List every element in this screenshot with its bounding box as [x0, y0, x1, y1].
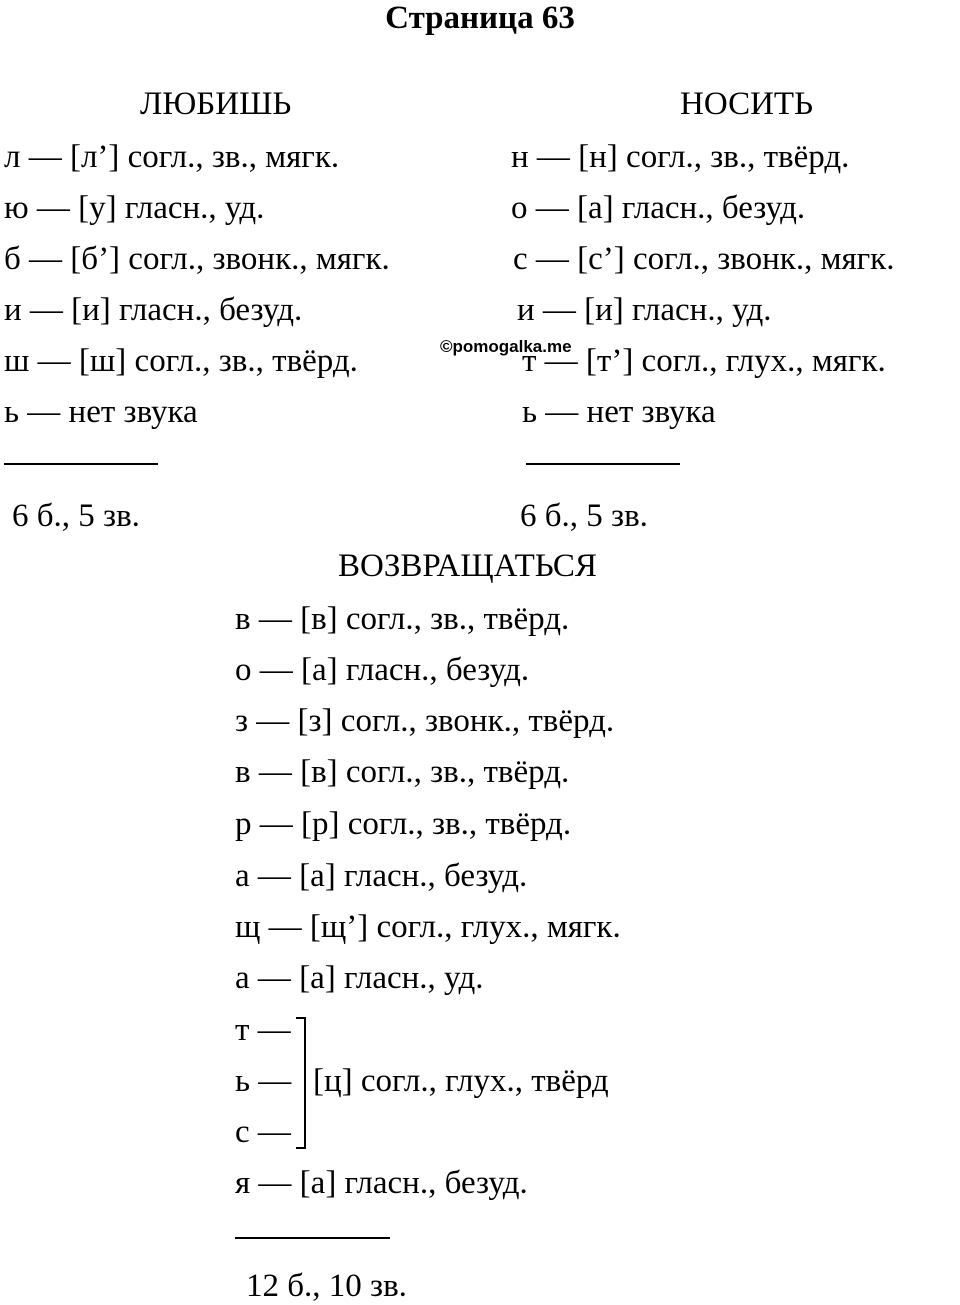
left-analysis-line: и — [и] гласн., безуд. — [4, 292, 303, 328]
bottom-total-rule — [235, 1237, 390, 1239]
bottom-word-heading: ВОЗВРАЩАТЬСЯ — [338, 548, 597, 584]
right-total-rule — [526, 463, 680, 465]
bottom-analysis-line: з — [з] согл., звонк., твёрд. — [235, 703, 615, 739]
bottom-analysis-line: я — [а] гласн., безуд. — [235, 1165, 528, 1201]
left-total-rule — [4, 463, 158, 465]
left-analysis-line: б — [б’] согл., звонк., мягк. — [4, 241, 390, 277]
bottom-analysis-line: а — [а] гласн., уд. — [235, 960, 484, 996]
left-analysis-line: л — [л’] согл., зв., мягк. — [4, 139, 340, 175]
bottom-analysis-line: щ — [щ’] согл., глух., мягк. — [235, 909, 621, 945]
left-analysis-line: ь — нет звука — [4, 394, 198, 430]
bottom-analysis-line: р — [р] согл., зв., твёрд. — [235, 806, 572, 842]
group-sound: [ц] согл., глух., твёрд — [313, 1063, 609, 1099]
left-analysis-line: ш — [ш] согл., зв., твёрд. — [4, 343, 358, 379]
bottom-analysis-line: в — [в] согл., зв., твёрд. — [235, 601, 570, 637]
bottom-total: 12 б., 10 зв. — [246, 1268, 407, 1304]
right-total: 6 б., 5 зв. — [520, 498, 648, 534]
group-bracket — [296, 1017, 306, 1149]
bottom-analysis-line: о — [а] гласн., безуд. — [235, 652, 530, 688]
right-word-heading: НОСИТЬ — [680, 86, 814, 122]
right-analysis-line: т — [т’] согл., глух., мягк. — [522, 343, 886, 379]
group-letter: т — — [235, 1012, 291, 1048]
left-total: 6 б., 5 зв. — [12, 498, 140, 534]
right-analysis-line: ь — нет звука — [522, 394, 716, 430]
group-letter: с — — [235, 1114, 291, 1150]
watermark: ©pomogalka.me — [440, 337, 572, 356]
right-analysis-line: о — [а] гласн., безуд. — [511, 190, 806, 226]
left-word-heading: ЛЮБИШЬ — [140, 86, 292, 122]
right-analysis-line: и — [и] гласн., уд. — [517, 292, 772, 328]
right-analysis-line: с — [с’] согл., звонк., мягк. — [513, 241, 895, 277]
bottom-analysis-line: в — [в] согл., зв., твёрд. — [235, 754, 570, 790]
bottom-analysis-line: а — [а] гласн., безуд. — [235, 858, 528, 894]
page-title: Страница 63 — [385, 0, 575, 36]
left-analysis-line: ю — [у] гласн., уд. — [4, 190, 265, 226]
group-letter: ь — — [235, 1063, 292, 1099]
right-analysis-line: н — [н] согл., зв., твёрд. — [511, 139, 850, 175]
